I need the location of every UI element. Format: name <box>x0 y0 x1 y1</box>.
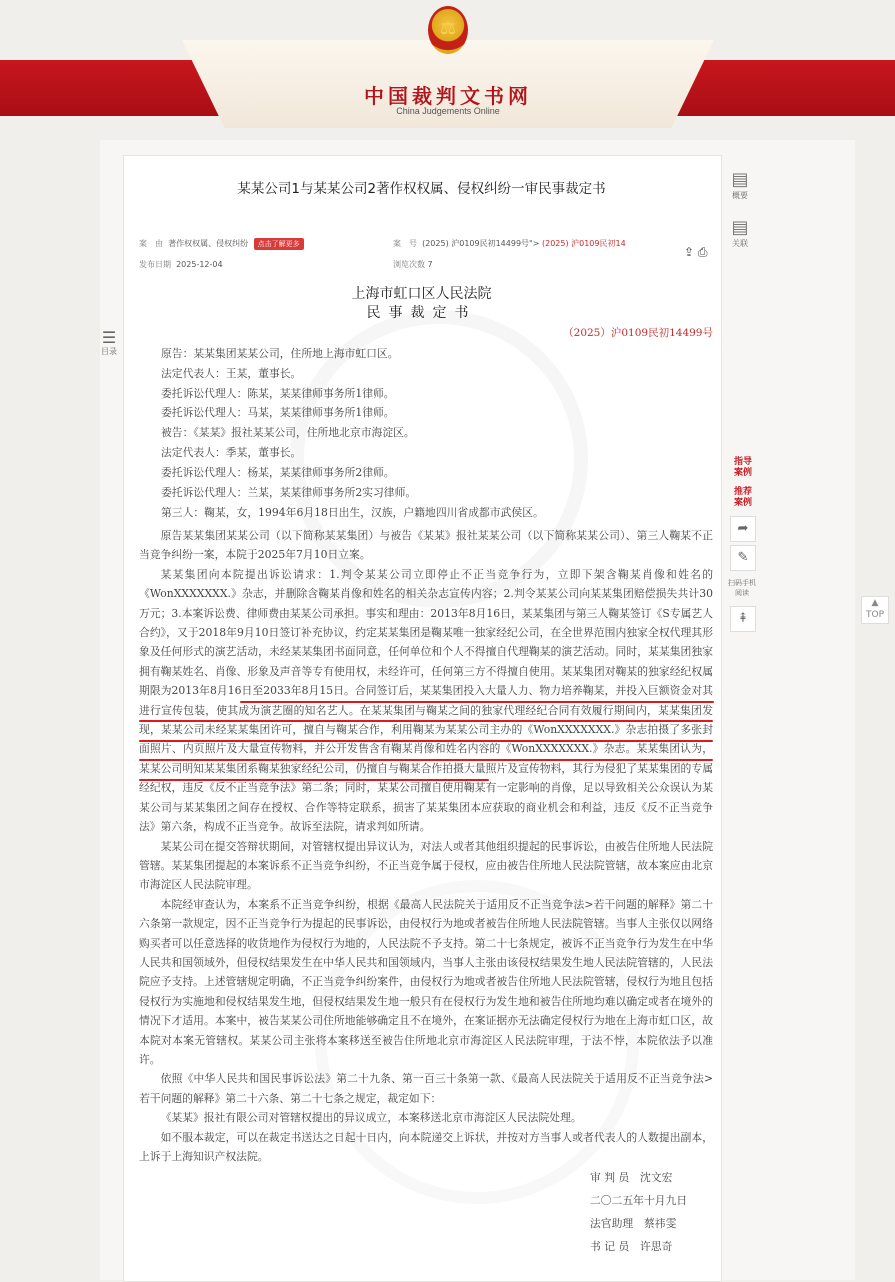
recommend-case-link[interactable]: 推荐案例 <box>733 487 752 508</box>
guide-case-link[interactable]: 指导案例 <box>733 457 752 478</box>
highlight-underline <box>139 759 713 761</box>
signature-judge: 审 判 员 沈文宏 <box>590 1171 673 1184</box>
print-icon[interactable]: ⎙ <box>697 245 708 259</box>
party-line: 原告：某某集团某某公司，住所地上海市虹口区。 <box>161 347 399 360</box>
party-line: 法定代表人：季某，董事长。 <box>161 446 302 459</box>
court-emblem-icon: ⚖ <box>428 6 468 54</box>
signature-clerk: 书 记 员 许思奇 <box>590 1240 673 1253</box>
signature-date: 二〇二五年十月九日 <box>590 1194 688 1207</box>
share-icon[interactable]: ⇪ <box>684 245 695 259</box>
paragraph: 某某公司在提交答辩状期间，对管辖权提出异议认为，对法人或者其他组织提起的民事诉讼，由被告住所地人民法院管辖。某某集团提起的本案诉系不正当竞争纠纷，不正当竞争属于侵权，应由被告住所地人民法院管辖，故本案应由北京市海淀区人民法院审理。 <box>139 839 713 892</box>
party-line: 委托诉讼代理人：马某，某某律师事务所1律师。 <box>161 406 395 419</box>
case-title: 某某公司1与某某公司2著作权权属、侵权纠纷一审民事裁定书 <box>237 181 606 197</box>
paragraph: 原告某某集团某某公司（以下简称某某集团）与被告《某某》报社某某公司（以下简称某某公司）、第三人鞠某不正当竞争纠纷一案，本院于2025年7月10日立案。 <box>139 529 713 562</box>
learn-more-button[interactable]: 点击了解更多 <box>254 238 304 250</box>
related-doc-icon: ▤ <box>731 217 749 238</box>
paragraph: 某某集团向本院提出诉讼请求：1.判令某某公司立即停止不正当竞争行为，立即下架含鞠某肖像和姓名的《WonXXXXXXX.》杂志，并删除含鞠某肖像和姓名的相关杂志宣传内容；2.判令某某公司向某某集团赔偿损失共计30万元；3.本案诉讼费、律师费由某某公司承担。事实和理由：2013年8月16日，某某集团与第三人鞠某签订《S专属艺人合约》，又于2018年9月10日签订补充协议，约定某某集团是鞠某唯一独家经纪公司，在全世界范围内独家全权代理其形象及任何形式的演艺活动，未经某某集团书面同意，任何单位和个人不得擅自代理鞠某的演艺活动。同时，某某集团独家拥有鞠某姓名、肖像、形象及声音等专有使用权，未经许可，任何第三方不得擅自使用。某某集团对鞠某的独家经纪权属期限为2013年8月16日至2033年8月15日。合同签订后，某某集团投入大量人力、物力培养鞠某，并投入巨额资金对其进行宣传包装，使其成为演艺圈的知名艺人。在某某集团与鞠某之间的独家代理经纪合同有效履行期间内，某某集团发现，某某公司未经某某集团许可，擅自与鞠某合作，利用鞠某为某某公司主办的《WonXXXXXXX.》杂志拍摄了多张封面照片、内页照片及大量宣传物料，并公开发售含有鞠某肖像和姓名内容的《WonXXXXXXX.》杂志。某某集团认为，某某公司明知某某集团系鞠某独家经纪公司，仍擅自与鞠某合作拍摄大量照片及宣传物料，其行为侵犯了某某集团的专属经纪权，违反《反不正当竞争法》第二条；同时，某某公司擅自使用鞠某有一定影响的肖像，足以导致相关公众误认为某某公司与某某集团之间存在授权、合作等特定联系，损害了某某集团本应获取的商业机会和利益，违反《反不正当竞争法》第六条，构成不正当竞争。故诉至法院，请求判如所请。 <box>139 567 713 834</box>
party-line: 法定代表人：王某，董事长。 <box>161 367 302 380</box>
document-body <box>139 526 713 1166</box>
signature-assistant: 法官助理 蔡祎雯 <box>590 1217 677 1230</box>
document-type: 民事裁定书 <box>366 305 477 321</box>
paragraph: 《某某》报社有限公司对管辖权提出的异议成立，本案移送北京市海淀区人民法院处理。 <box>160 1111 582 1125</box>
summary-button[interactable]: ▤ 概要 <box>728 170 752 201</box>
back-to-top-button[interactable]: ▲ TOP <box>861 596 889 624</box>
paragraph: 依照《中华人民共和国民事诉讼法》第二十九条、第一百三十条第一款、《最高人民法院关于适用反不正当竞争法>若干问题的解释》第二十六条、第二十七条之规定，裁定如下： <box>139 1072 713 1105</box>
meta-publish-date: 发布日期 2025-12-04 <box>139 260 223 269</box>
pin-icon[interactable]: ⇞ <box>730 606 756 632</box>
meta-cause: 案 由 著作权权属、侵权纠纷 点击了解更多 <box>139 238 304 250</box>
share-arrow-icon[interactable]: ➦ <box>730 516 756 542</box>
party-line: 委托诉讼代理人：陈某，某某律师事务所1律师。 <box>161 387 395 400</box>
list-icon: ☰ <box>101 328 117 347</box>
paragraph: 如不服本裁定，可以在裁定书送达之日起十日内，向本院递交上诉状，并按对方当事人或者代表人的人数提出副本，上诉于上海知识产权法院。 <box>139 1130 713 1163</box>
highlight-underline <box>139 740 713 742</box>
paragraph: 本院经审查认为，本案系不正当竞争纠纷，根据《最高人民法院关于适用反不正当竞争法>若干问题的解释》第二十六条第一款规定，因不正当竞争行为提起的民事诉讼，由侵权行为地或者被告住所地人民法院管辖。当事人主张仅以网络购买者可以任意选择的收货地作为侵权行为地的，人民法院不予支持。第二十七条规定，被诉不正当竞争行为发生在中华人民共和国领域外，但侵权结果发生在中华人民共和国领域内，当事人主张由该侵权结果发生地人民法院管辖的，人民法院应予支持。上述管辖规定明确，不正当竞争纠纷案件，由侵权行为地或者被告住所地人民法院管辖，侵权行为地且包括侵权行为实施地和侵权结果发生地，但侵权结果发生地一般只有在侵权行为发生地和被告住所地均难以确定或者在境外的情况下才适用。本案中，被告某某公司住所地能够确定且不在境外，在案证据亦无法确定侵权行为地在上海市虹口区，故本院对本案无管辖权。某某公司主张将本案移送至被告住所地北京市海淀区人民法院审理，于法不悖，本院依法予以准许。 <box>139 897 713 1066</box>
highlight-underline <box>139 779 489 781</box>
court-name: 上海市虹口区人民法院 <box>351 286 492 302</box>
party-line: 被告：《某某》报社某某公司，住所地北京市海淀区。 <box>161 426 415 439</box>
site-title[interactable]: 中国裁判文书网 <box>364 84 532 108</box>
site-subtitle: China Judgements Online <box>396 106 500 116</box>
highlight-underline <box>139 720 713 722</box>
toc-button[interactable]: ☰ 目录 <box>101 328 117 356</box>
party-line: 委托诉讼代理人：兰某，某某律师事务所2实习律师。 <box>161 486 417 499</box>
party-line: 委托诉讼代理人：杨某，某某律师事务所2律师。 <box>161 466 395 479</box>
party-line: 第三人：鞠某，女，1994年6月18日出生，汉族，户籍地四川省成都市武侯区。 <box>161 506 544 519</box>
related-button[interactable]: ▤ 关联 <box>728 218 752 249</box>
meta-views: 浏览次数 7 <box>393 260 433 269</box>
up-arrow-icon: ▲ <box>871 598 879 608</box>
document-icon: ▤ <box>731 169 749 190</box>
meta-case-number: 案 号 (2025) 沪0109民初14499号"> (2025) 沪0109民初14 <box>393 239 626 248</box>
edit-icon[interactable]: ✎ <box>730 545 756 571</box>
case-number: （2025）沪0109民初14499号 <box>563 327 713 339</box>
highlight-underline <box>240 701 714 703</box>
qr-read-button[interactable]: 扫码手机阅读 <box>728 579 756 597</box>
